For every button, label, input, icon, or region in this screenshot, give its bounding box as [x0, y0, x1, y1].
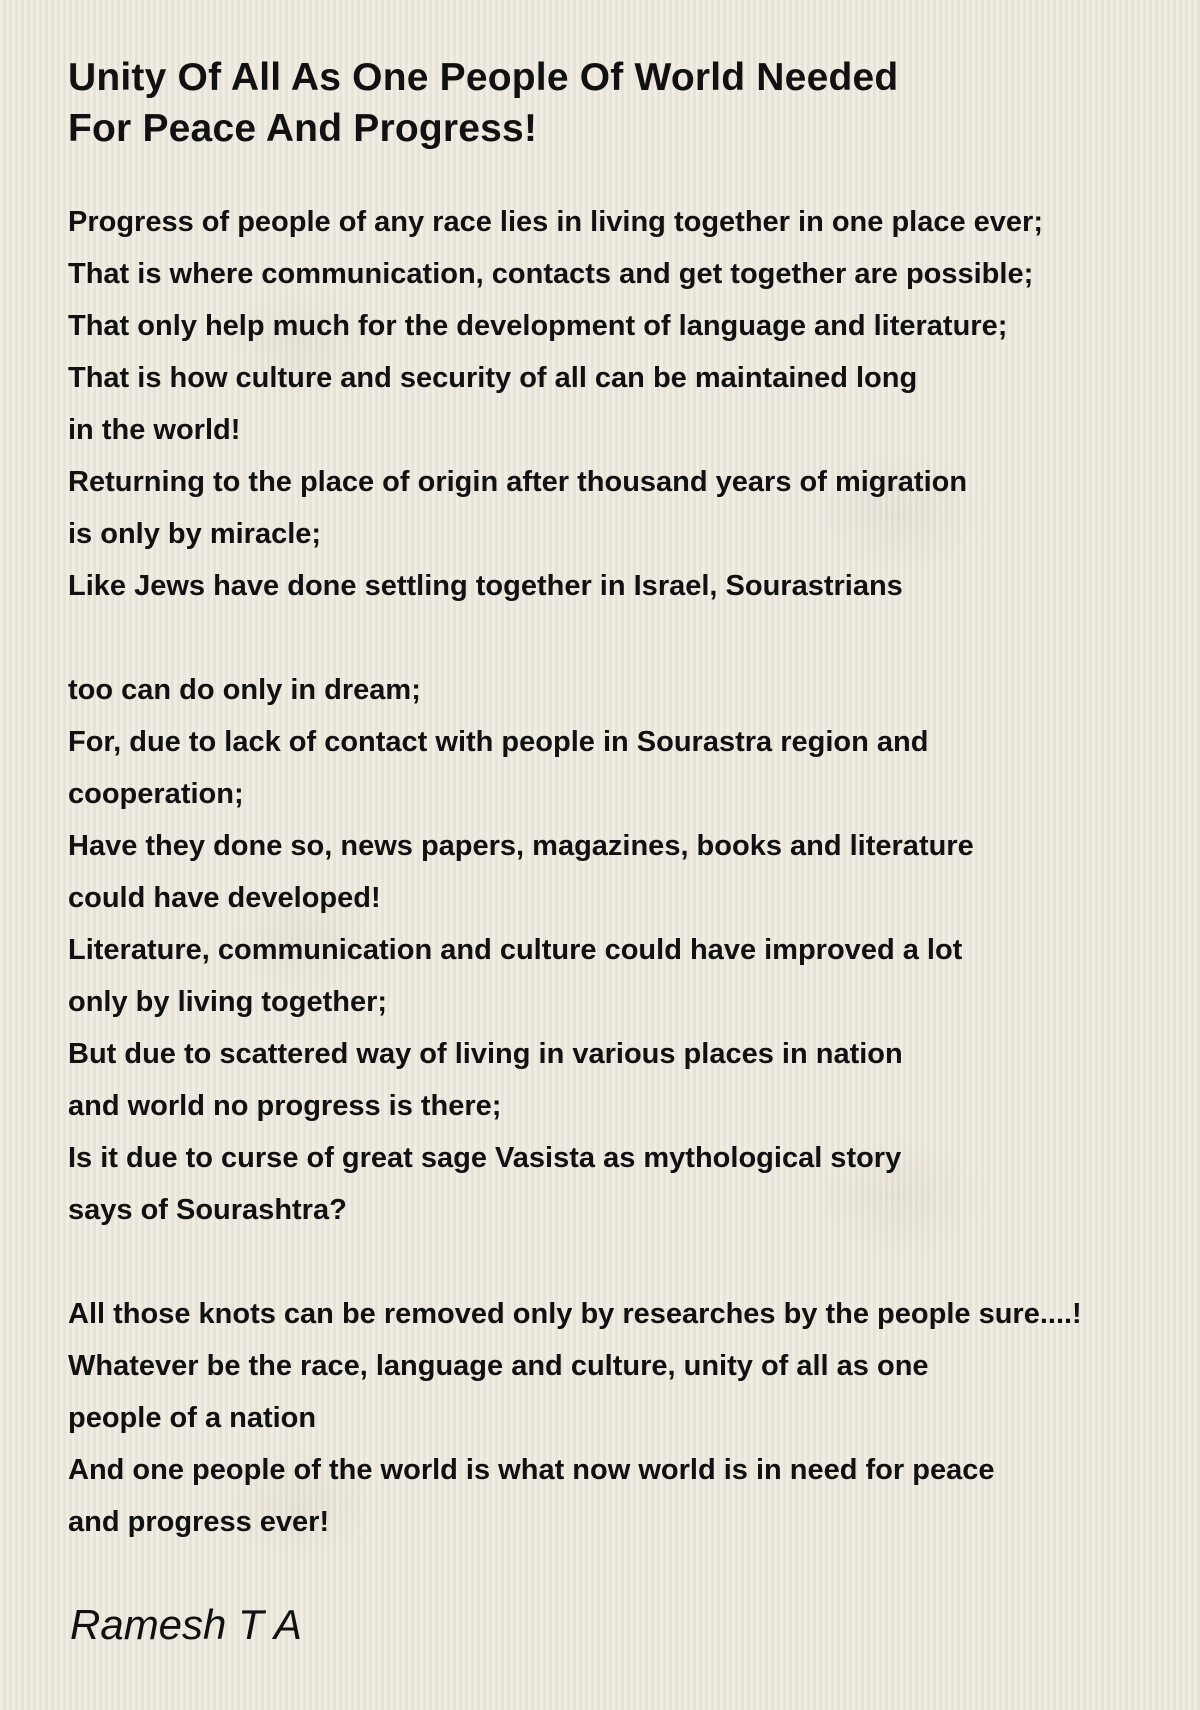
poem-line: and progress ever! [68, 1506, 330, 1538]
poem-line: Whatever be the race, language and culture, unity of all as one [68, 1350, 929, 1382]
poem-line: Have they done so, news papers, magazines, books and literature [68, 830, 974, 862]
stanza-break [68, 612, 1188, 664]
poem-line: But due to scattered way of living in various places in nation [68, 1038, 903, 1070]
poem-line: says of Sourashtra? [68, 1194, 347, 1226]
poem-line: could have developed! [68, 882, 381, 914]
poem-title-line: For Peace And Progress! [68, 107, 538, 150]
poem-line: is only by miracle; [68, 518, 322, 550]
poem-line: And one people of the world is what now world is in need for peace [68, 1454, 995, 1486]
poem-line: in the world! [68, 414, 241, 446]
poem-line: That is where communication, contacts and get together are possible; [68, 258, 1034, 290]
poem-line: Returning to the place of origin after thousand years of migration [68, 466, 968, 498]
poem-body [68, 196, 1188, 1548]
poem-line: cooperation; [68, 778, 244, 810]
poem-line: All those knots can be removed only by researches by the people sure....! [68, 1298, 1082, 1330]
poem-line: For, due to lack of contact with people in Sourastra region and [68, 726, 929, 758]
poem-title-line: Unity Of All As One People Of World Needed [68, 56, 899, 99]
poem-line: too can do only in dream; [68, 674, 421, 706]
poem-line: Literature, communication and culture could have improved a lot [68, 934, 963, 966]
poem-line: Progress of people of any race lies in living together in one place ever; [68, 206, 1043, 238]
poem-line: people of a nation [68, 1402, 317, 1434]
poem-line: and world no progress is there; [68, 1090, 502, 1122]
poem-title [68, 52, 1188, 154]
poem-line: Like Jews have done settling together in Israel, Sourastrians [68, 570, 903, 602]
poem-container [68, 52, 1188, 1548]
poem-line: That only help much for the development of language and literature; [68, 310, 1008, 342]
poem-line: only by living together; [68, 986, 388, 1018]
stanza-break [68, 1236, 1188, 1288]
poem-line: That is how culture and security of all can be maintained long [68, 362, 918, 394]
poem-author: Ramesh T A [70, 1601, 302, 1648]
poem-line: Is it due to curse of great sage Vasista as mythological story [68, 1142, 902, 1174]
